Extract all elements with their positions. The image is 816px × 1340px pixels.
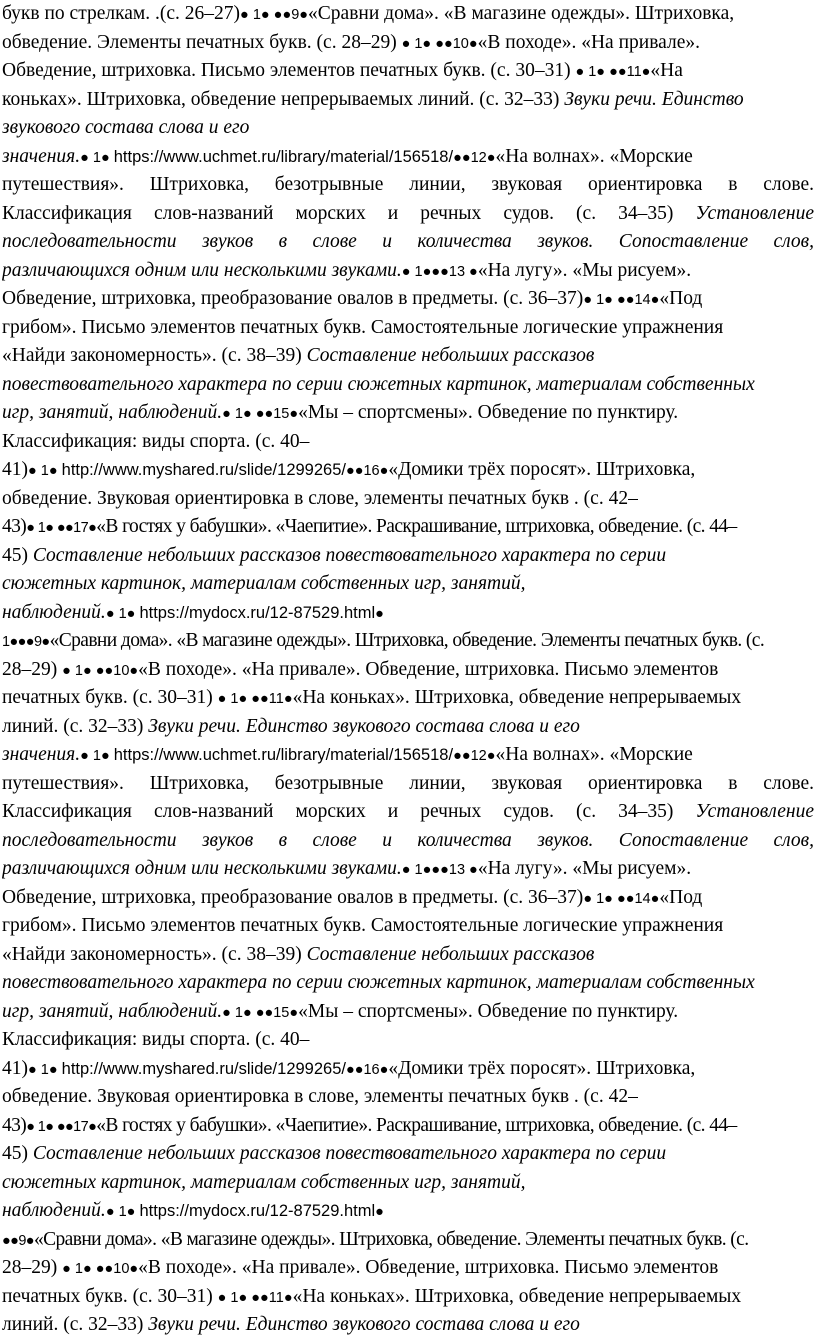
italic-heading: Составление небольших рассказов повествовательного характера по серии xyxy=(32,1143,667,1164)
text-run: печатных букв. (с. 30–31) xyxy=(2,1285,218,1307)
text-run: 43) xyxy=(2,516,27,537)
text-run: обведение. Звуковая ориентировка в слове, элементы печатных букв . (с. 42– xyxy=(2,487,638,509)
bullet-marker: 1●●●9● xyxy=(2,634,50,650)
text-run: «На волнах». «Морские xyxy=(495,145,693,167)
text-run: 28–29) xyxy=(2,1257,63,1278)
text-line xyxy=(2,798,814,827)
italic-heading: повествовательного характера по серии сюжетных картинок, материалам собственных xyxy=(2,972,755,993)
text-line xyxy=(2,855,814,884)
bullet-marker: ● 1● ●●11● xyxy=(575,64,651,80)
italic-heading: значения. xyxy=(2,744,81,765)
text-run: обведение. Звуковая ориентировка в слове, элементы печатных букв . (с. 42– xyxy=(2,1086,638,1107)
italic-heading: последовательности звуков в слове и количества звуков. Сопоставление слов, xyxy=(2,231,814,252)
text-line xyxy=(2,1283,814,1312)
bullet-marker: ●●16● xyxy=(345,463,389,479)
text-run: обведение. Элементы печатных букв. (с. 28–29) xyxy=(2,31,402,53)
text-line xyxy=(2,29,814,58)
source-link[interactable]: http://www.myshared.ru/slide/1299265/ xyxy=(61,461,346,479)
text-run: «В походе». «На привале». Обведение, штриховка. Письмо элементов xyxy=(138,1257,719,1278)
italic-heading: значения. xyxy=(2,145,81,167)
text-run: путешествия». Штриховка, безотрывные линии, звуковая ориентировка в слове. xyxy=(2,772,814,794)
text-line xyxy=(2,770,814,799)
text-run: «Сравни дома». «В магазине одежды». Штриховка, xyxy=(308,3,735,24)
italic-heading: различающихся одним или несколькими звуками. xyxy=(2,259,402,281)
text-run: «В походе». «На привале». Обведение, штриховка. Письмо элементов xyxy=(138,658,719,680)
text-run: 45) xyxy=(2,1143,33,1164)
text-run: «Под xyxy=(659,886,703,908)
text-line xyxy=(2,684,814,713)
text-run: «Сравни дома». «В магазине одежды». Штриховка, обведение. Элементы печатных букв. (с. xyxy=(49,630,765,651)
italic-heading: наблюдений. xyxy=(2,1200,106,1221)
text-line xyxy=(2,428,814,457)
text-line xyxy=(2,941,814,970)
text-run: «Найди закономерность». (с. 38–39) xyxy=(2,943,307,965)
text-line xyxy=(2,114,814,143)
text-line xyxy=(2,342,814,371)
bullet-marker: ● 1● xyxy=(80,748,114,764)
bullet-marker: ● 1● xyxy=(105,605,140,622)
text-run: «В походе». «На привале». xyxy=(477,31,700,53)
italic-heading: Установление xyxy=(695,801,814,822)
bullet-marker: ● 1● ●●11● xyxy=(217,1289,293,1306)
text-run: «В гостях у бабушки». «Чаепитие». Раскрашивание, штриховка, обведение. (с. 44– xyxy=(96,1114,737,1136)
bullet-marker: ● 1● ●●10● xyxy=(62,1261,139,1277)
bullet-marker: ●●12● xyxy=(453,149,496,166)
text-run: «Домики трёх поросят». Штриховка, xyxy=(388,459,696,480)
text-run: «Сравни дома». «В магазине одежды». Штриховка, обведение. Элементы печатных букв. (с. xyxy=(33,1228,749,1250)
text-run: грибом». Письмо элементов печатных букв. Самостоятельные логические упражнения xyxy=(2,316,724,338)
source-link[interactable]: http://www.myshared.ru/slide/1299265/ xyxy=(61,1059,346,1078)
italic-heading: сюжетных картинок, материалам собственных игр, занятий, xyxy=(2,1171,526,1193)
bullet-marker: ● 1● xyxy=(28,1061,62,1078)
text-run: Классификация: виды спорта. (с. 40– xyxy=(2,430,310,452)
italic-heading: Звуки речи. Единство звукового состава слова и его xyxy=(148,715,580,737)
text-run: Обведение, штриховка, преобразование овалов в предметы. (с. 36–37) xyxy=(2,886,584,908)
bullet-marker: ●●9● xyxy=(2,1232,34,1249)
text-run: Классификация слов-названий морских и речных судов. (с. 34–35) xyxy=(2,801,696,822)
bullet-marker: ● 1● ●●9● xyxy=(240,7,309,23)
text-line xyxy=(2,314,814,343)
bullet-marker: ● 1● ●●15● xyxy=(222,1004,299,1021)
italic-heading: игр, занятий, наблюдений. xyxy=(2,1000,223,1022)
text-run: 45) xyxy=(2,544,33,566)
text-run: «На лугу». «Мы рисуем». xyxy=(477,858,692,879)
text-line xyxy=(2,399,814,428)
text-run: «На коньках». Штриховка, обведение непрерываемых xyxy=(292,687,742,708)
text-run: 28–29) xyxy=(2,658,63,680)
text-run: путешествия». Штриховка, безотрывные линии, звуковая ориентировка в слове. xyxy=(2,174,814,195)
text-line xyxy=(2,656,814,685)
text-run: линий. (с. 32–33) xyxy=(2,715,149,737)
text-run: «Мы – спортсмены». Обведение по пунктиру. xyxy=(298,402,679,423)
text-line xyxy=(2,485,814,514)
bullet-marker: ● 1● ●●10● xyxy=(62,662,139,679)
italic-heading: Составление небольших рассказов повествовательного характера по серии xyxy=(32,544,667,566)
text-line xyxy=(2,1254,814,1283)
text-run: «На волнах». «Морские xyxy=(495,744,693,765)
text-run: «На коньках». Штриховка, обведение непрерываемых xyxy=(292,1285,742,1307)
bullet-marker: ●●12● xyxy=(453,748,496,764)
text-run: Обведение, штриховка, преобразование овалов в предметы. (с. 36–37) xyxy=(2,288,584,309)
text-run: печатных букв. (с. 30–31) xyxy=(2,687,218,708)
text-line xyxy=(2,570,814,599)
text-run: «На лугу». «Мы рисуем». xyxy=(477,259,692,281)
text-line xyxy=(2,827,814,856)
italic-heading: игр, занятий, наблюдений. xyxy=(2,402,223,423)
text-line xyxy=(2,1197,814,1226)
bullet-marker: ● xyxy=(375,1204,384,1220)
bullet-marker: ● 1● ●●10● xyxy=(401,35,478,52)
text-line xyxy=(2,371,814,400)
bullet-marker: ● 1● ●●17● xyxy=(26,520,97,536)
text-line xyxy=(2,998,814,1027)
text-line xyxy=(2,513,814,542)
text-line xyxy=(2,228,814,257)
italic-heading: наблюдений. xyxy=(2,601,106,623)
text-run: грибом». Письмо элементов печатных букв. Самостоятельные логические упражнения xyxy=(2,915,724,936)
text-line xyxy=(2,1226,814,1255)
text-line xyxy=(2,200,814,229)
text-line xyxy=(2,86,814,115)
bullet-marker: ● 1●●●13 ● xyxy=(401,263,478,280)
text-line xyxy=(2,542,814,571)
source-link[interactable]: https://mydocx.ru/12-87529.html xyxy=(139,1202,376,1220)
text-run: Классификация: виды спорта. (с. 40– xyxy=(2,1029,310,1050)
italic-heading: Установление xyxy=(695,202,814,224)
text-run: Классификация слов-названий морских и речных судов. (с. 34–35) xyxy=(2,202,696,224)
bullet-marker: ●●16● xyxy=(345,1061,389,1078)
bullet-marker: ● 1● ●●11● xyxy=(217,691,293,707)
text-line xyxy=(2,57,814,86)
text-line xyxy=(2,1169,814,1198)
source-link[interactable]: https://www.uchmet.ru/library/material/156518/ xyxy=(113,746,454,764)
bullet-marker: ● 1● xyxy=(105,1204,140,1220)
bullet-marker: ● 1● ●●14● xyxy=(583,890,660,907)
text-line xyxy=(2,741,814,770)
text-run: «Найди закономерность». (с. 38–39) xyxy=(2,345,307,366)
text-line xyxy=(2,912,814,941)
italic-heading: повествовательного характера по серии сюжетных картинок, материалам собственных xyxy=(2,373,755,395)
italic-heading: Составление небольших рассказов xyxy=(306,345,595,366)
text-line xyxy=(2,143,814,172)
text-line xyxy=(2,257,814,286)
source-link[interactable]: https://mydocx.ru/12-87529.html xyxy=(139,603,376,622)
italic-heading: Составление небольших рассказов xyxy=(306,943,595,965)
bullet-marker: ● 1● ●●15● xyxy=(222,406,299,422)
italic-heading: Звуки речи. Единство звукового состава слова и его xyxy=(148,1314,580,1335)
text-line xyxy=(2,713,814,742)
text-run: Обведение, штриховка. Письмо элементов печатных букв. (с. 30–31) xyxy=(2,60,576,81)
text-line xyxy=(2,599,814,628)
text-run: «Домики трёх поросят». Штриховка, xyxy=(388,1057,696,1079)
text-line xyxy=(2,456,814,485)
text-run: 43) xyxy=(2,1114,27,1136)
text-run: 41) xyxy=(2,459,28,480)
italic-heading: последовательности звуков в слове и количества звуков. Сопоставление слов, xyxy=(2,829,814,851)
text-run: коньках». Штриховка, обведение непрерываемых линий. (с. 32–33) xyxy=(2,88,565,110)
text-line xyxy=(2,171,814,200)
text-run: «В гостях у бабушки». «Чаепитие». Раскрашивание, штриховка, обведение. (с. 44– xyxy=(96,516,737,537)
text-run: линий. (с. 32–33) xyxy=(2,1314,149,1335)
text-line xyxy=(2,627,814,656)
bullet-marker: ● 1● ●●17● xyxy=(26,1118,97,1135)
text-line xyxy=(2,1140,814,1169)
text-run: букв по стрелкам. .(с. 26–27) xyxy=(2,3,241,24)
text-run: 41) xyxy=(2,1057,28,1079)
text-line xyxy=(2,884,814,913)
text-line xyxy=(2,1112,814,1141)
text-line xyxy=(2,969,814,998)
text-run: «На xyxy=(650,60,683,81)
bullet-marker: ● 1● ●●14● xyxy=(583,292,660,308)
bullet-marker: ● 1● xyxy=(28,463,62,479)
text-line xyxy=(2,1055,814,1084)
text-line xyxy=(2,1311,814,1340)
source-link[interactable]: https://www.uchmet.ru/library/material/156518/ xyxy=(113,147,454,166)
italic-heading: Звуки речи. Единство xyxy=(564,88,744,110)
bullet-marker: ● xyxy=(375,605,384,622)
text-line xyxy=(2,1083,814,1112)
text-run: «Под xyxy=(659,288,703,309)
bullet-marker: ● 1● xyxy=(80,149,114,166)
italic-heading: звукового состава слова и его xyxy=(2,117,250,138)
italic-heading: сюжетных картинок, материалам собственных игр, занятий, xyxy=(2,573,526,594)
text-line xyxy=(2,0,814,29)
text-run: «Мы – спортсмены». Обведение по пунктиру. xyxy=(298,1000,679,1022)
bullet-marker: ● 1●●●13 ● xyxy=(401,862,478,878)
document-body xyxy=(2,0,814,1340)
italic-heading: различающихся одним или несколькими звуками. xyxy=(2,858,402,879)
text-line xyxy=(2,285,814,314)
text-line xyxy=(2,1026,814,1055)
